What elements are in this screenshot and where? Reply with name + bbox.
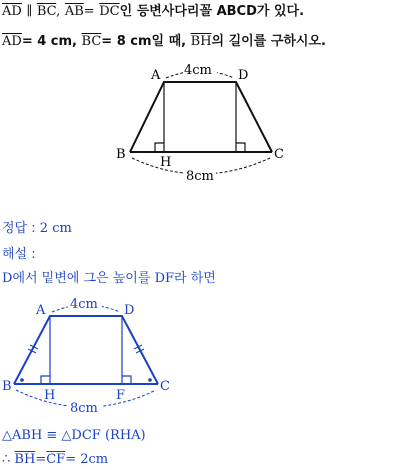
vertex-d-label: D [238,68,249,83]
answer-value: 2 cm [39,221,72,236]
angle-mark-c [148,378,152,382]
result-line [2,452,108,468]
point-f-label-2: F [116,388,126,403]
answer-colon: : [31,221,36,236]
trapezoid-shape-2 [14,316,158,384]
parallel-symbol: ∥ [26,4,33,19]
height-lines-2 [41,316,131,384]
segment-ab: $\overline{AB}$ [64,4,84,19]
vertex-c-label: C [274,147,284,162]
point-d-text: D [2,271,13,286]
vertex-b-label-2: B [2,379,12,394]
vertex-a-label-2: A [36,303,46,318]
congruence-statement: △ABH ≡ △DCF (RHA) [2,428,146,443]
congruence-line [2,428,146,444]
point-h-label-2: H [44,388,56,403]
answer-label: 정답 [2,221,28,236]
height-lines [155,82,245,152]
separator: , [56,4,61,19]
vertex-b-label: B [116,147,126,162]
bottom-length-label: 8cm [186,169,214,184]
equal-side-ticks [28,345,144,353]
segment-bh: $\overline{BH}$ [190,34,212,49]
trapezoid-shape [130,82,272,152]
therefore-symbol: ∴ [2,452,11,467]
equals-sign: = [83,4,95,19]
point-h-label: H [160,155,172,170]
segment-cf-result: $\overline{CF}$ [46,452,66,467]
segment-df-text: DF [154,271,175,286]
explanation-colon: : [31,247,36,262]
problem-line-1-text: 인 등변사다리꼴 ABCD가 있다. [119,4,305,19]
segment-ad-2: $\overline{AD}$ [2,34,22,49]
vertex-c-label-2: C [160,379,170,394]
explanation-line-1 [2,271,216,287]
trapezoid-figure-2 [0,292,400,422]
vertex-a-label: A [151,68,161,83]
problem-line-2 [2,34,326,50]
vertex-d-label-2: D [124,303,135,318]
problem-line-1 [2,4,304,20]
explanation-label: 해설 [2,247,28,262]
top-length-label-2: 4cm [70,297,98,312]
segment-bh-result: $\overline{BH}$ [14,452,36,467]
answer-line [2,221,72,237]
trapezoid-figure-1 [0,60,400,190]
bottom-length-label-2: 8cm [70,401,98,416]
angle-mark-b [20,378,24,382]
segment-bc-2: $\overline{BC}$ [81,34,102,49]
segment-bc: $\overline{BC}$ [36,4,57,19]
segment-ad: $\overline{AD}$ [2,4,22,19]
result-value: = 2cm [65,452,109,467]
problem-line-2-text: 의 길이를 구하시오. [211,34,326,49]
bc-value: = 8 cm일 때, [101,34,187,49]
top-length-label: 4cm [184,63,212,78]
explanation-suffix: 라 하면 [174,271,216,286]
ad-value: = 4 cm, [21,34,77,49]
explanation-text: 에서 밑변에 그은 높이를 [12,271,151,286]
segment-dc: $\overline{DC}$ [99,4,120,19]
explanation-heading [2,247,36,263]
result-equals: = [35,452,47,467]
